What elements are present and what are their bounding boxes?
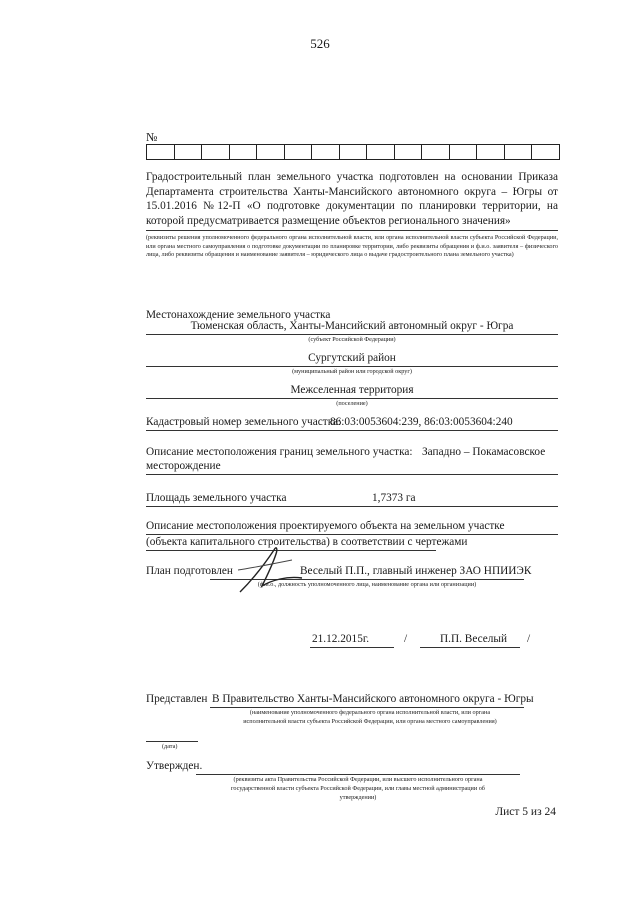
projected-object-line-1: Описание местоположения проектируемого объекта на земельном участке (146, 520, 505, 532)
date-underline (310, 647, 394, 648)
projected-object-line-2: (объекта капитального строительства) в соответствии с чертежами (146, 536, 468, 548)
approved-label: Утвержден. (146, 760, 203, 772)
signature-slash-2: / (527, 633, 531, 645)
presented-value: В Правительство Ханты-Мансийского автономного округа - Югры (212, 693, 534, 705)
presented-caption-2: исполнительной власти субъекта Российской Федерации, или органа местного самоуправления) (243, 718, 497, 725)
cadastral-value: 86:03:0053604:239, 86:03:0053604:240 (330, 416, 513, 428)
number-cell (450, 145, 478, 159)
approved-underline (196, 774, 520, 775)
basis-caption: (реквизиты решения уполномоченного федерального органа исполнительной власти, или органа исполнительной власти субъекта Российской Федерации, или органа местного самоуправления о подготовке документации по планировке территории, либо реквизиты обращения и ф.и.о. заявителя – физического лица, либо реквизиты обращения и наименование заявителя – юридического лица о выдаче градостроительного плана земельного участка) (146, 234, 558, 259)
number-cell (230, 145, 258, 159)
location-district: Сургутский район (308, 352, 396, 364)
cadastral-underline (146, 430, 558, 431)
number-cell (312, 145, 340, 159)
settlement-caption: (поселение) (336, 400, 368, 407)
presented-caption-1: (наименование уполномоченного федерального органа исполнительной власти, или органа (249, 709, 491, 716)
number-cell (395, 145, 423, 159)
location-subject: Тюменская область, Ханты-Мансийский автономный округ - Югра (190, 320, 514, 332)
number-cell (147, 145, 175, 159)
document-number-label: № (146, 130, 158, 144)
signature-mark (232, 540, 322, 600)
number-cell (257, 145, 285, 159)
name-underline (420, 647, 520, 648)
area-underline (146, 506, 558, 507)
location-settlement: Межселенная территория (290, 384, 414, 396)
prepared-caption: (ф.и.о., должность уполномоченного лица, наименование органа или организации) (257, 581, 477, 588)
number-cell (505, 145, 533, 159)
approved-caption-3: утверждении) (339, 794, 377, 801)
signature-name: П.П. Веселый (440, 633, 508, 645)
approved-caption-1: (реквизиты акта Правительства Российской Федерации, или высшего исполнительного органа (233, 776, 483, 783)
prepared-label: План подготовлен (146, 565, 233, 577)
number-cell (285, 145, 313, 159)
date-caption: (дата) (162, 743, 178, 750)
page-number: 526 (310, 36, 330, 51)
boundaries-underline (146, 474, 558, 475)
subject-underline (146, 334, 558, 335)
boundaries-label: Описание местоположения границ земельного участка: (146, 446, 413, 458)
document-number-grid (146, 144, 560, 160)
basis-text: Градостроительный план земельного участка подготовлен на основании Приказа Департамента строительства Ханты-Мансийского автономного округа – Югры от 15.01.2016 №12-П «О подготовке документации по планировки территории, на которой предусматривается размещение объектов регионального значения» (146, 171, 558, 227)
presented-underline (210, 707, 524, 708)
number-cell (175, 145, 203, 159)
number-cell (422, 145, 450, 159)
number-cell (202, 145, 230, 159)
boundaries-value-1: Западно – Покамасовское (422, 446, 546, 458)
number-cell (340, 145, 368, 159)
number-cell (367, 145, 395, 159)
boundaries-value-2: месторождение (146, 460, 221, 472)
prepared-value: Веселый П.П., главный инженер ЗАО НПИИЭК (300, 565, 532, 577)
subject-caption: (субъект Российской Федерации) (308, 336, 396, 343)
location-heading: Местонахождение земельного участка (146, 309, 331, 321)
signature-date: 21.12.2015г. (312, 633, 370, 645)
projected-underline-1 (146, 534, 558, 535)
number-cell (532, 145, 559, 159)
basis-underline (146, 230, 558, 231)
cadastral-label: Кадастровый номер земельного участка: (146, 416, 342, 428)
settlement-underline (146, 398, 558, 399)
area-value: 1,7373 га (372, 492, 416, 504)
presented-label: Представлен (146, 693, 208, 705)
district-underline (146, 366, 558, 367)
date-field-underline (146, 741, 198, 742)
sheet-counter: Лист 5 из 24 (495, 806, 556, 818)
area-label: Площадь земельного участка (146, 492, 287, 504)
signature-slash-1: / (404, 633, 408, 645)
number-cell (477, 145, 505, 159)
approved-caption-2: государственной власти субъекта Российской Федерации, или главы местной администрации об (231, 785, 485, 792)
district-caption: (муниципальный район или городской округ) (292, 368, 412, 375)
